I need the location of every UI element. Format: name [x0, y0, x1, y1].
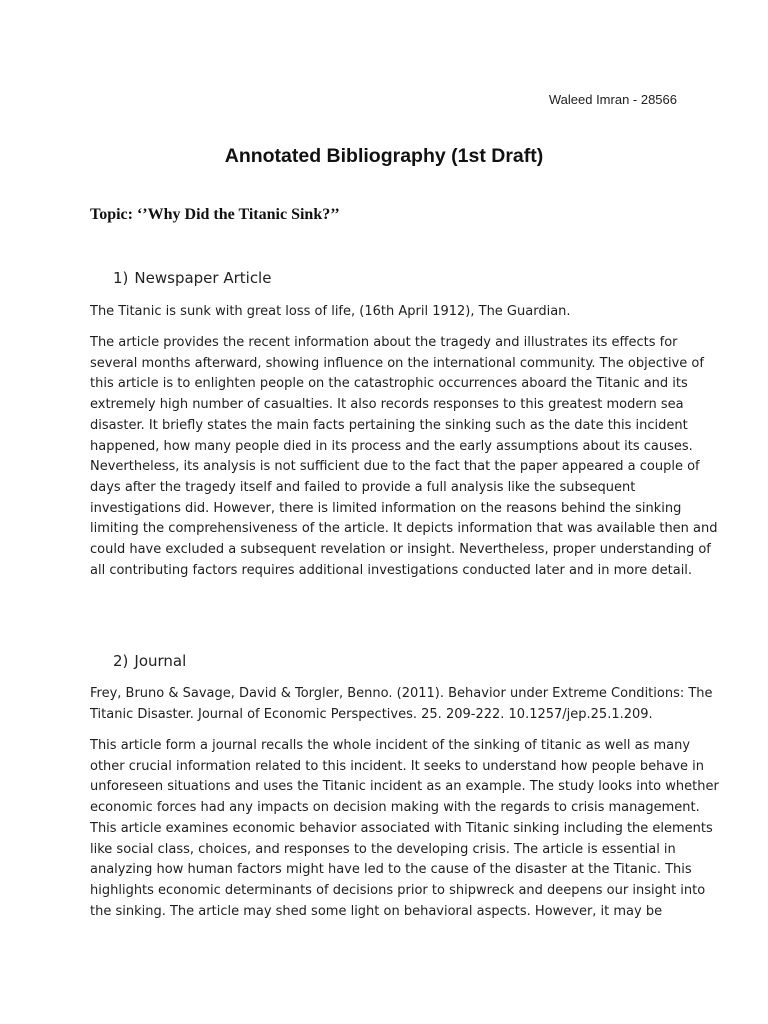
body-line: happened, how many people died in its process and the early assumptions about its causes.	[90, 438, 693, 454]
citation-journal	[90, 684, 713, 725]
topic-line: Topic: ‘’Why Did the Titanic Sink?’’	[90, 206, 340, 223]
body-line: economic forces had any impacts on decision making with the regards to crisis management.	[90, 800, 700, 816]
section-title: Journal	[134, 652, 187, 670]
body-line: extremely high number of casualties. It also records responses to this greatest modern sea	[90, 397, 684, 413]
body-line: analyzing how human factors might have led to the cause of the disaster at the Titanic. This	[90, 862, 692, 878]
body-line: other crucial information related to this incident. It seeks to understand how people behave in	[90, 758, 705, 774]
body-line: The article provides the recent information about the tragedy and illustrates its effects for	[90, 335, 678, 350]
body-line: like social class, choices, and responses to the developing crisis. The article is essential in	[90, 841, 676, 857]
citation-line: The Titanic is sunk with great loss of life, (16th April 1912), The Guardian.	[90, 304, 571, 319]
citation-newspaper	[90, 302, 680, 323]
body-line: this article is to enlighten people on the catastrophic occurrences aboard the Titanic and its	[90, 376, 688, 392]
document-title: Annotated Bibliography (1st Draft)	[224, 145, 544, 167]
section-number: 2)	[113, 652, 129, 670]
body-line: highlights economic determinants of decisions prior to shipwreck and deepens our insight into	[90, 882, 706, 898]
body-line: This article form a journal recalls the whole incident of the sinking of titanic as well as many	[90, 738, 691, 753]
body-line: could have excluded a subsequent revelation or insight. Nevertheless, proper understanding of	[90, 542, 711, 558]
body-line: disaster. It briefly states the main facts pertaining the sinking such as the date this incident	[90, 417, 688, 433]
body-line: several months afterward, showing influence on the international community. The objective of	[90, 355, 704, 371]
body-line: days after the tragedy itself and failed to provide a full analysis like the subsequent	[90, 479, 636, 495]
section-heading-journal	[113, 652, 186, 670]
citation-line: Frey, Bruno & Savage, David & Torgler, Benno. (2011). Behavior under Extreme Conditions: The	[90, 686, 713, 701]
section-number: 1)	[113, 269, 129, 287]
body-line: unforeseen situations and uses the Titanic incident as an example. The study looks into whether	[90, 779, 719, 795]
annotation-journal	[90, 736, 719, 922]
body-line: This article examines economic behavior associated with Titanic sinking including the elements	[90, 820, 713, 836]
body-line: Nevertheless, its analysis is not sufficient due to the fact that the paper appeared a couple of	[90, 459, 700, 475]
body-line: limiting the comprehensiveness of the article. It depicts information that was available then and	[90, 521, 718, 537]
body-line: the sinking. The article may shed some light on behavioral aspects. However, it may be	[90, 903, 663, 919]
author-line: Waleed Imran - 28566	[548, 92, 677, 107]
body-line: all contributing factors requires additional investigations conducted later and in more detail.	[90, 562, 693, 578]
annotation-newspaper	[90, 333, 718, 581]
citation-line: Titanic Disaster. Journal of Economic Perspectives. 25. 209-222. 10.1257/jep.25.1.209.	[90, 706, 653, 722]
section-heading-newspaper	[113, 269, 271, 287]
body-line: investigations did. However, there is limited information on the reasons behind the sinking	[90, 500, 682, 516]
section-title: Newspaper Article	[134, 269, 272, 287]
